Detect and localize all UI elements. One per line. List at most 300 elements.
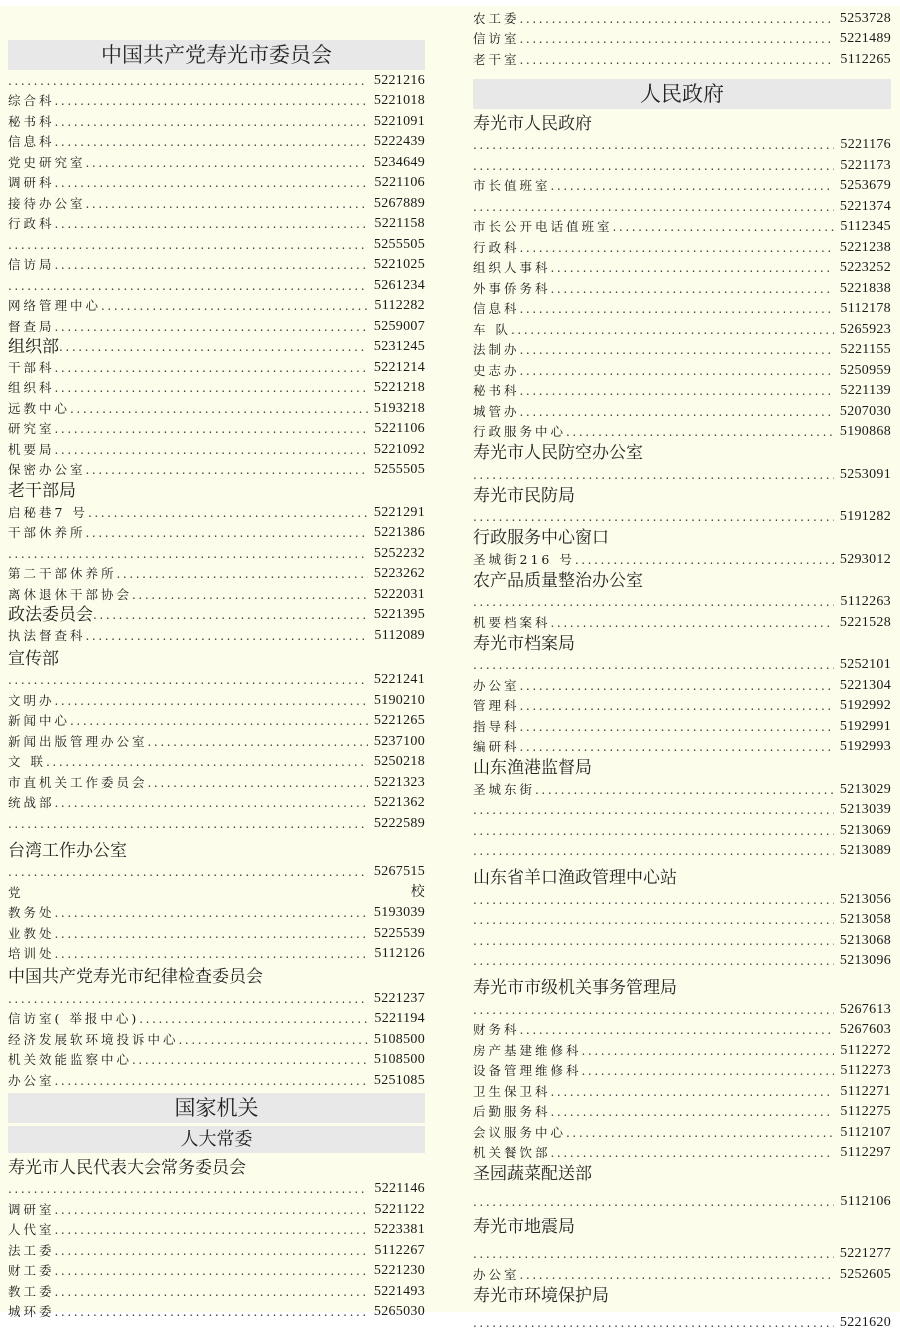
phone-number: 5253091 [834, 465, 891, 485]
dot-leader [8, 71, 368, 91]
directory-row [8, 70, 425, 91]
right-column [473, 6, 891, 1333]
directory-row [473, 655, 891, 676]
directory-row [473, 135, 891, 156]
department-name: 业教处 [8, 924, 55, 944]
phone-number: 5112126 [368, 944, 425, 964]
political-legal-list [8, 625, 425, 646]
phone-number: 5261234 [368, 276, 425, 296]
phone-number: 5112271 [834, 1082, 891, 1102]
directory-row [8, 502, 425, 523]
affairs-admin-list [473, 999, 891, 1163]
phone-number: 5267603 [834, 1020, 891, 1040]
dot-leader [55, 317, 368, 337]
dot-leader [613, 217, 835, 237]
directory-row [473, 196, 891, 217]
phone-number: 5221291 [368, 503, 425, 523]
phone-number: 5192991 [834, 717, 891, 737]
department-name: 市长值班室 [473, 176, 551, 196]
directory-row [473, 8, 891, 29]
department-name: 法制办 [473, 340, 520, 360]
dot-leader [473, 1313, 834, 1333]
phone-number: 5267613 [834, 1000, 891, 1020]
directory-row [473, 278, 891, 299]
dot-leader [8, 670, 368, 690]
directory-row [8, 91, 425, 112]
dot-leader [551, 258, 834, 278]
party-school-list [8, 903, 425, 965]
directory-row [473, 841, 891, 862]
department-name: 机关餐饮部 [473, 1143, 551, 1163]
veteran-cadre-list [8, 502, 425, 605]
directory-row [8, 862, 425, 883]
phone-number: 5259007 [368, 317, 425, 337]
directory-row [473, 1040, 891, 1061]
department-name: 法工委 [8, 1241, 55, 1261]
directory-row [8, 564, 425, 585]
directory-row [8, 690, 425, 711]
dot-leader [551, 279, 834, 299]
directory-row [473, 737, 891, 758]
department-name: 圣城街216 号 [473, 550, 575, 570]
directory-row [8, 460, 425, 481]
dot-leader [551, 1143, 835, 1163]
directory-row [8, 923, 425, 944]
phone-number: 5221386 [368, 523, 425, 543]
dot-leader [551, 613, 834, 633]
department-name: 机要档案科 [473, 613, 551, 633]
dot-leader [566, 422, 834, 442]
phone-number: 5221216 [368, 71, 425, 91]
phone-number: 5222439 [368, 132, 425, 152]
directory-row [8, 1220, 425, 1241]
service-center-list [473, 549, 891, 570]
directory-row [8, 752, 425, 773]
directory-row [8, 439, 425, 460]
dot-leader [473, 951, 834, 971]
dot-leader [8, 989, 368, 1009]
directory-row [8, 337, 425, 358]
dot-leader [55, 1261, 368, 1281]
earthquake-bureau-list [473, 1244, 891, 1285]
dot-leader [473, 841, 834, 861]
phone-number: 5221241 [368, 670, 425, 690]
department-name: 培训处 [8, 944, 55, 964]
directory-row [8, 731, 425, 752]
directory-row [8, 296, 425, 317]
phone-number: 5221230 [368, 1261, 425, 1281]
department-name: 文 联 [8, 752, 46, 772]
department-name: 行政科 [473, 238, 520, 258]
directory-row [8, 903, 425, 924]
dot-leader [86, 460, 368, 480]
phone-number: 5250959 [834, 361, 891, 381]
phone-number: 5221218 [368, 378, 425, 398]
dot-leader [511, 320, 834, 340]
dot-leader [575, 550, 834, 570]
phone-number: 5231245 [368, 337, 425, 357]
dot-leader [55, 1282, 368, 1302]
directory-row [8, 543, 425, 564]
npc-standing-committee-list [8, 1179, 425, 1323]
directory-row [473, 29, 891, 50]
org-heading: 山东渔港监督局 [473, 757, 891, 779]
directory-row [473, 176, 891, 197]
department-name: 车 队 [473, 320, 511, 340]
produce-quality-list [473, 592, 891, 633]
directory-row [473, 889, 891, 910]
phone-number: 5193039 [368, 903, 425, 923]
dot-leader [46, 752, 368, 772]
phone-number: 5112178 [834, 299, 891, 319]
department-name: 卫生保卫科 [473, 1082, 551, 1102]
department-name: 保密办公室 [8, 460, 86, 480]
org-heading: 行政服务中心窗口 [473, 527, 891, 549]
phone-number: 5251085 [368, 1071, 425, 1091]
taiwan-office-list [8, 862, 425, 883]
department-name: 信访局 [8, 255, 55, 275]
dot-leader [86, 523, 368, 543]
directory-row [473, 258, 891, 279]
dot-leader [179, 1030, 368, 1050]
department-name: 网络管理中心 [8, 296, 101, 316]
directory-row [8, 357, 425, 378]
directory-row [473, 1122, 891, 1143]
directory-row [473, 930, 891, 951]
org-heading: 老干部局 [8, 480, 425, 502]
directory-row [8, 1050, 425, 1071]
organization-dept-list [8, 357, 425, 480]
phone-number: 5237100 [368, 732, 425, 752]
dot-leader [520, 9, 834, 29]
department-name: 史志办 [473, 361, 520, 381]
phone-number: 5190868 [834, 422, 891, 442]
org-name: 组织部 [8, 337, 59, 357]
department-name: 设备管理维修科 [473, 1061, 582, 1081]
phone-number: 5222589 [368, 814, 425, 834]
directory-row [473, 1020, 891, 1041]
org-heading: 寿光市地震局 [473, 1216, 891, 1238]
department-name: 财务科 [473, 1020, 520, 1040]
department-name: 财工委 [8, 1261, 55, 1281]
dot-leader [520, 29, 834, 49]
dot-leader [88, 503, 368, 523]
directory-row [8, 1199, 425, 1220]
department-name: 市直机关工作委员会 [8, 773, 148, 793]
department-name: 干部科 [8, 358, 55, 378]
dot-leader [55, 1241, 369, 1261]
dot-leader [473, 821, 834, 841]
phone-number: 5112275 [834, 1102, 891, 1122]
department-name: 新闻中心 [8, 711, 70, 731]
dot-leader [59, 337, 368, 357]
dot-leader [55, 255, 368, 275]
civil-defense-list [473, 507, 891, 528]
org-heading: 宣传部 [8, 648, 425, 670]
directory-row [473, 1264, 891, 1285]
phone-number: 5112263 [834, 592, 891, 612]
directory-row [8, 625, 425, 646]
department-name: 圣城东街 [473, 780, 535, 800]
phone-number: 5213058 [834, 910, 891, 930]
directory-row [8, 605, 425, 626]
directory-row [473, 360, 891, 381]
dot-leader [55, 1200, 369, 1220]
dot-leader [70, 399, 368, 419]
dot-leader [139, 1009, 368, 1029]
phone-number: 5213069 [834, 821, 891, 841]
dot-leader [473, 156, 834, 176]
dot-leader [473, 910, 834, 930]
directory-row [8, 772, 425, 793]
dot-leader [473, 592, 834, 612]
party-committee-list [8, 70, 425, 337]
org-heading: 寿光市人民代表大会常务委员会 [8, 1157, 425, 1179]
dot-leader [8, 862, 368, 882]
party-school-right: 校 [405, 883, 425, 903]
department-name: 会议服务中心 [473, 1123, 566, 1143]
department-name: 研究室 [8, 419, 55, 439]
directory-row [473, 999, 891, 1020]
dot-leader [473, 465, 834, 485]
department-name: 行政服务中心 [473, 422, 566, 442]
phone-number: 5112272 [834, 1041, 891, 1061]
department-name: 综合科 [8, 91, 55, 111]
phone-number: 5221176 [834, 135, 891, 155]
directory-row [8, 255, 425, 276]
dot-leader [132, 1050, 368, 1070]
dot-leader [101, 296, 368, 316]
phone-number: 5221362 [368, 793, 425, 813]
phone-number: 5112265 [834, 50, 891, 70]
phone-number: 5223381 [368, 1220, 425, 1240]
org-heading: 山东省羊口渔政管理中心站 [473, 867, 891, 889]
directory-row [8, 378, 425, 399]
dot-leader [520, 381, 835, 401]
dot-leader [55, 1220, 368, 1240]
dot-leader [473, 197, 834, 217]
phone-number: 5267515 [368, 862, 425, 882]
department-name: 信息科 [8, 132, 55, 152]
section-title-party-committee: 中国共产党寿光市委员会 [8, 40, 425, 70]
dot-leader [473, 135, 834, 155]
directory-row [473, 696, 891, 717]
dot-leader [520, 696, 834, 716]
phone-number: 5265923 [834, 320, 891, 340]
directory-row [8, 793, 425, 814]
directory-row [8, 1179, 425, 1200]
directory-row [8, 214, 425, 235]
department-name: 教工委 [8, 1282, 55, 1302]
dot-leader [55, 378, 368, 398]
department-name: 组织人事科 [473, 258, 551, 278]
phone-number: 5112345 [834, 217, 891, 237]
fishing-port-list [473, 779, 891, 861]
phone-number: 5252232 [368, 544, 425, 564]
dot-leader [473, 1244, 834, 1264]
phone-number: 5112107 [834, 1123, 891, 1143]
dot-leader [582, 1041, 835, 1061]
department-name: 远教中心 [8, 399, 70, 419]
phone-directory-page [0, 6, 900, 1312]
phone-number: 5221092 [368, 440, 425, 460]
phone-number: 5225539 [368, 924, 425, 944]
directory-row [8, 111, 425, 132]
phone-number: 5112089 [368, 626, 425, 646]
directory-row [473, 319, 891, 340]
directory-row [473, 1191, 891, 1212]
dot-leader [520, 340, 835, 360]
phone-number: 5221173 [834, 156, 891, 176]
section-title-government: 人民政府 [473, 79, 891, 109]
department-name: 办公室 [8, 1071, 55, 1091]
phone-number: 5221146 [368, 1179, 425, 1199]
org-name: 政法委员会 [8, 605, 93, 625]
department-name: 秘书科 [473, 381, 520, 401]
left-column [8, 6, 425, 1322]
phone-number: 5221018 [368, 91, 425, 111]
department-name: 机要局 [8, 440, 55, 460]
phone-number: 5221139 [834, 381, 891, 401]
phone-number: 5221158 [368, 214, 425, 234]
dot-leader [473, 655, 834, 675]
dot-leader [55, 944, 369, 964]
department-name: 第二干部休养所 [8, 564, 117, 584]
yangkou-fishery-list [473, 889, 891, 971]
dot-leader [535, 780, 834, 800]
phone-number: 5221025 [368, 255, 425, 275]
department-name: 经济发展软环境投诉中心 [8, 1030, 179, 1050]
directory-row [473, 675, 891, 696]
department-name: 外事侨务科 [473, 279, 551, 299]
org-heading: 中国共产党寿光市纪律检查委员会 [8, 966, 425, 988]
department-name: 统战部 [8, 793, 55, 813]
phone-number: 5221155 [834, 340, 891, 360]
phone-number: 5265030 [368, 1302, 425, 1322]
dot-leader [520, 361, 834, 381]
dot-leader [8, 814, 368, 834]
directory-row [473, 820, 891, 841]
dot-leader [55, 214, 369, 234]
phone-number: 5250218 [368, 752, 425, 772]
dot-leader [132, 585, 368, 605]
directory-row [8, 584, 425, 605]
dot-leader [55, 1302, 368, 1322]
directory-row [473, 401, 891, 422]
department-name: 老干室 [473, 50, 520, 70]
directory-row [473, 507, 891, 528]
phone-number: 5112267 [368, 1241, 425, 1261]
department-name: 行政科 [8, 214, 55, 234]
directory-row [473, 299, 891, 320]
air-defense-list [473, 464, 891, 485]
directory-row [8, 1009, 425, 1030]
directory-row [8, 988, 425, 1009]
phone-number: 5221528 [834, 613, 891, 633]
directory-row [473, 1061, 891, 1082]
directory-row [8, 152, 425, 173]
phone-number: 5221106 [368, 173, 425, 193]
dot-leader [55, 358, 368, 378]
directory-row [8, 1029, 425, 1050]
phone-number: 5207030 [834, 402, 891, 422]
phone-number: 5112297 [834, 1143, 891, 1163]
phone-number: 5221304 [834, 676, 891, 696]
phone-number: 5221237 [368, 989, 425, 1009]
phone-number: 5234649 [368, 153, 425, 173]
directory-row [473, 800, 891, 821]
phone-number: 5192992 [834, 696, 891, 716]
phone-number: 5108500 [368, 1030, 425, 1050]
dot-leader [473, 890, 834, 910]
phone-number: 5221374 [834, 197, 891, 217]
dot-leader [55, 793, 368, 813]
department-name: 组织科 [8, 378, 55, 398]
dot-leader [520, 238, 834, 258]
department-name: 调研室 [8, 1200, 55, 1220]
phone-number: 5267889 [368, 194, 425, 214]
phone-number: 5221838 [834, 279, 891, 299]
directory-row [473, 217, 891, 238]
directory-row [473, 779, 891, 800]
phone-number: 5213068 [834, 931, 891, 951]
dot-leader [55, 112, 368, 132]
dot-leader [582, 1061, 835, 1081]
environment-bureau-list [473, 1313, 891, 1333]
directory-row [473, 1143, 891, 1164]
org-heading: 台湾工作办公室 [8, 840, 425, 862]
org-heading: 圣园蔬菜配送部 [473, 1163, 891, 1185]
directory-row [8, 234, 425, 255]
dot-leader [520, 737, 834, 757]
department-name: 干部休养所 [8, 523, 86, 543]
directory-row [8, 1281, 425, 1302]
section-title-state-organs: 国家机关 [8, 1093, 425, 1123]
directory-row [8, 711, 425, 732]
phone-number: 5222031 [368, 585, 425, 605]
dot-leader [86, 194, 368, 214]
dot-leader [86, 153, 368, 173]
phone-number: 5252605 [834, 1265, 891, 1285]
directory-row [473, 1244, 891, 1265]
phone-number: 5221194 [368, 1009, 425, 1029]
dot-leader [473, 1192, 834, 1212]
org-heading: 寿光市民防局 [473, 485, 891, 507]
dot-leader [55, 924, 368, 944]
dot-leader [520, 1265, 834, 1285]
department-name: 信息科 [473, 299, 520, 319]
phone-number: 5221620 [834, 1313, 891, 1333]
dot-leader [473, 507, 834, 527]
dot-leader [551, 1082, 835, 1102]
phone-number: 5255505 [368, 235, 425, 255]
department-name: 信访室 [473, 29, 520, 49]
dot-leader [8, 1179, 368, 1199]
dot-leader [520, 1020, 834, 1040]
dot-leader [55, 691, 368, 711]
discipline-committee-list [8, 988, 425, 1091]
org-heading: 寿光市环境保护局 [473, 1285, 891, 1307]
phone-number: 5221122 [368, 1200, 425, 1220]
phone-number: 5112106 [834, 1192, 891, 1212]
directory-row [473, 340, 891, 361]
department-name: 指导科 [473, 717, 520, 737]
directory-row [8, 173, 425, 194]
directory-row [8, 1070, 425, 1091]
dot-leader [55, 173, 369, 193]
directory-row [473, 910, 891, 931]
department-name: 城环委 [8, 1302, 55, 1322]
